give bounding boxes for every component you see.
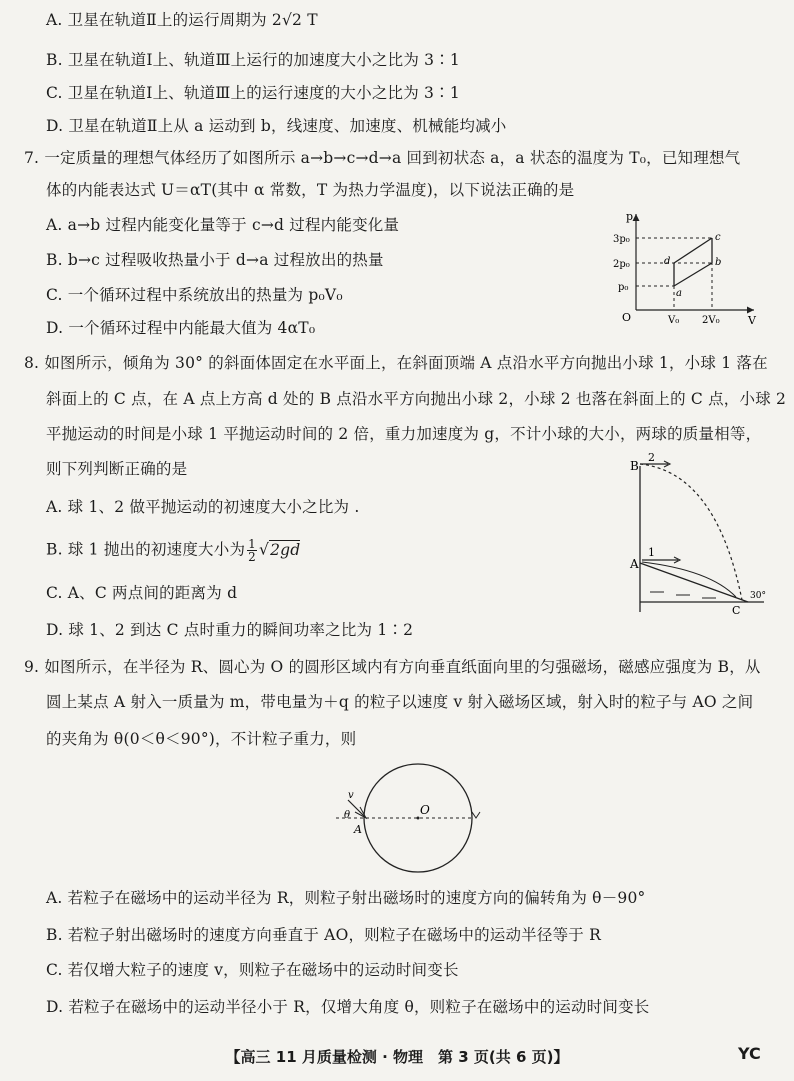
q9-point-a: A [354, 823, 362, 836]
q9-theta-label: θ [344, 810, 351, 821]
q8-option-c: C. A、C 两点间的距离为 d [46, 584, 238, 602]
footer-code: YC [738, 1044, 761, 1063]
q8-sqrt-radicand: 2gd [270, 540, 301, 559]
q9-velocity-vector [348, 800, 366, 818]
q8-option-a: A. 球 1、2 做平抛运动的初速度大小之比为 . [46, 498, 360, 516]
q9-stem-line1: 9. 如图所示，在半径为 R、圆心为 O 的圆形区域内有方向垂直纸面向里的匀强磁场，磁感应强度为 B，从 [24, 658, 761, 676]
q8-option-b [46, 538, 300, 563]
q7-point-c: c [715, 232, 721, 243]
q8-option-d: D. 球 1、2 到达 C 点时重力的瞬间功率之比为 1∶2 [46, 621, 414, 639]
q6-option-d: D. 卫星在轨道Ⅱ上从 a 运动到 b，线速度、加速度、机械能均减小 [46, 117, 507, 135]
q8-angle-label: 30° [750, 591, 766, 601]
q9-option-d: D. 若粒子在磁场中的运动半径小于 R，仅增大角度 θ，则粒子在磁场中的运动时间变长 [46, 998, 650, 1016]
q8-sqrt-sign: √ [259, 540, 270, 559]
q7-tick-2v0: 2V₀ [702, 315, 720, 326]
q8-ball2-label: 2 [648, 452, 655, 464]
q7-option-a: A. a→b 过程内能变化量等于 c→d 过程内能变化量 [46, 216, 400, 234]
q8-incline [640, 563, 748, 602]
q6-option-b: B. 卫星在轨道Ⅰ上、轨道Ⅲ上运行的加速度大小之比为 3∶1 [46, 51, 460, 69]
q7-stem-line1: 7. 一定质量的理想气体经历了如图所示 a→b→c→d→a 回到初状态 a，a 状态的温度为 T₀，已知理想气 [24, 149, 741, 167]
q7-option-d: D. 一个循环过程中内能最大值为 4αT₀ [46, 319, 316, 337]
q8-projectile-diagram [624, 452, 774, 617]
q7-point-a: a [676, 288, 682, 299]
q8-fraction-numerator: 1 [248, 537, 257, 551]
q6-option-c: C. 卫星在轨道Ⅰ上、轨道Ⅲ上的运行速度的大小之比为 3∶1 [46, 84, 460, 102]
q8-point-b: B [630, 459, 639, 473]
q9-point-o: O [420, 803, 430, 817]
q7-stem-line2: 体的内能表达式 U＝αT(其中 α 常数，T 为热力学温度)，以下说法正确的是 [46, 181, 575, 199]
page-footer: 【高三 11 月质量检测 · 物理 第 3 页(共 6 页)】 [225, 1048, 569, 1066]
q7-v-label: V [748, 314, 756, 327]
q9-stem-line2: 圆上某点 A 射入一质量为 m，带电量为＋q 的粒子以速度 v 射入磁场区域，射入时的粒子与 AO 之间 [46, 693, 754, 711]
q9-magnetic-field-diagram [326, 762, 496, 882]
q8-fraction-denominator: 2 [248, 550, 257, 564]
q8-stem-line4: 则下列判断正确的是 [46, 460, 188, 478]
q8-point-a: A [630, 557, 639, 571]
q7-p-label: p [626, 210, 634, 223]
q7-option-b: B. b→c 过程吸收热量小于 d→a 过程放出的热量 [46, 251, 384, 269]
q8-ball1-label: 1 [648, 546, 655, 559]
q7-pv-diagram [612, 208, 762, 328]
q7-path-cd [674, 238, 712, 263]
q9-option-c: C. 若仅增大粒子的速度 v，则粒子在磁场中的运动时间变长 [46, 961, 459, 979]
q7-option-c: C. 一个循环过程中系统放出的热量为 p₀V₀ [46, 286, 343, 304]
q7-point-b: b [715, 257, 722, 268]
q9-velocity-label: v [348, 790, 354, 801]
q7-tick-p0: p₀ [618, 282, 629, 293]
q7-tick-2p0: 2p₀ [613, 259, 630, 270]
q8-stem-line2: 斜面上的 C 点，在 A 点上方高 d 处的 B 点沿水平方向抛出小球 2，小球 2 也落在斜面上的 C 点，小球 2 [46, 390, 787, 408]
q6-option-a: A. 卫星在轨道Ⅱ上的运行周期为 2√2 T [46, 11, 318, 29]
q8-stem-line3: 平抛运动的时间是小球 1 平抛运动时间的 2 倍，重力加速度为 g，不计小球的大小，两球的质量相等， [46, 425, 762, 443]
q9-stem-line3: 的夹角为 θ(0＜θ＜90°)，不计粒子重力，则 [46, 730, 357, 748]
q8-stem-line1: 8. 如图所示，倾角为 30° 的斜面体固定在水平面上，在斜面顶端 A 点沿水平方向抛出小球 1，小球 1 落在 [24, 354, 768, 372]
q9-option-b: B. 若粒子射出磁场时的速度方向垂直于 AO，则粒子在磁场中的运动半径等于 R [46, 926, 601, 944]
q7-origin-label: O [622, 311, 632, 324]
q7-path-ab [674, 263, 712, 286]
q7-point-d: d [664, 256, 671, 267]
q8-point-c: C [732, 604, 741, 617]
q8-option-b-text: B. 球 1 抛出的初速度大小为 [46, 540, 246, 559]
q9-option-a: A. 若粒子在磁场中的运动半径为 R，则粒子射出磁场时的速度方向的偏转角为 θ－90° [46, 889, 646, 907]
q9-circle-arrow [472, 812, 480, 818]
q7-tick-3p0: 3p₀ [613, 234, 630, 245]
q8-option-b-fraction [247, 538, 257, 563]
q7-tick-v0: V₀ [668, 315, 680, 326]
q8-ball2-trajectory [640, 464, 742, 600]
